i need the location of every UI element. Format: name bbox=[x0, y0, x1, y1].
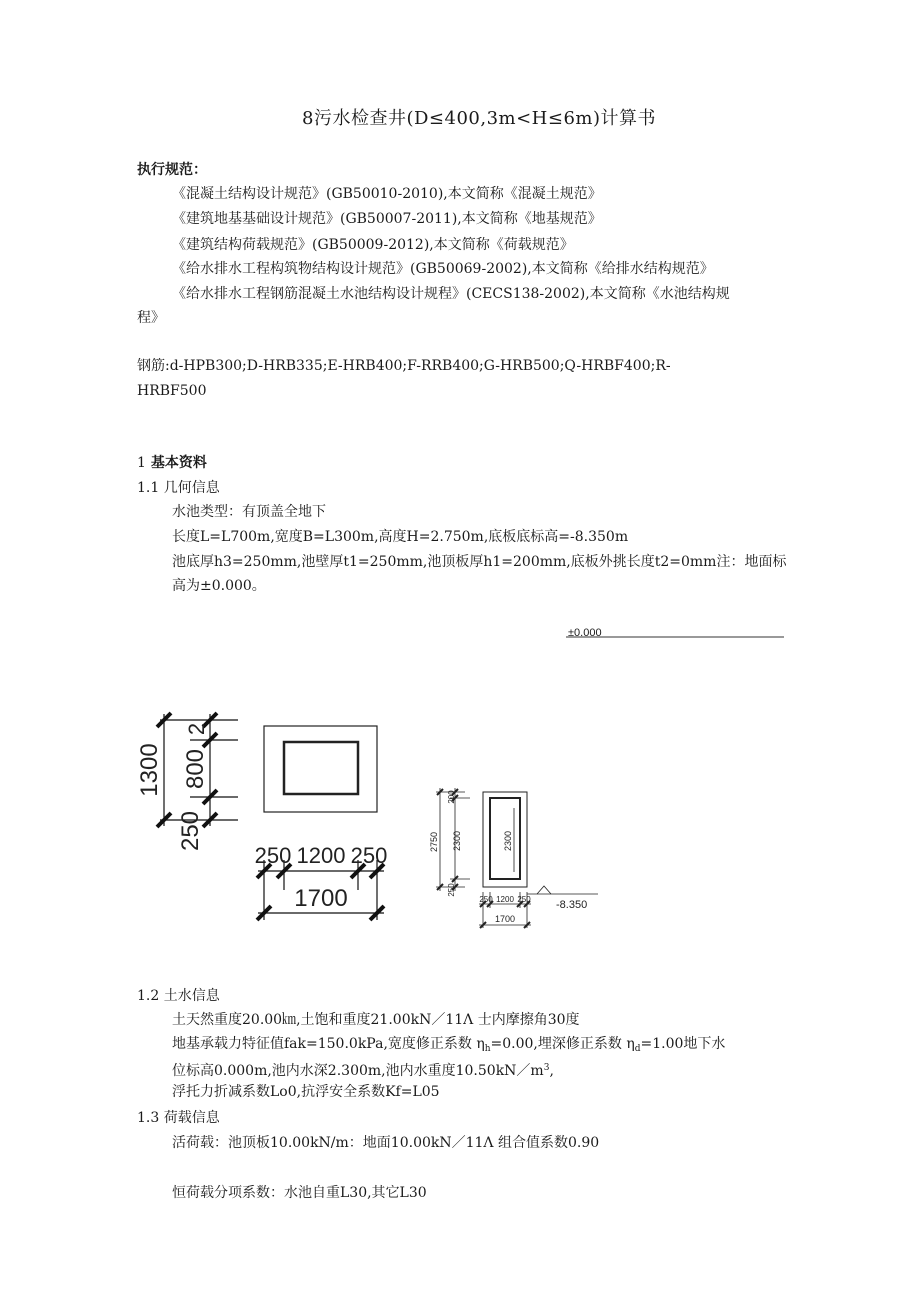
bearing-capacity: 地基承载力特征值fak=150.0kPa,宽度修正系数 $\eta_h=0.00$,埋深修正系数 $\eta_d=1.00$地下水 bbox=[172, 1036, 726, 1054]
dim-left-v-bottom: 250 bbox=[177, 810, 204, 852]
norm-item: 《给水排水工程构筑物结构设计规范》(GB50069-2002),本文简称《给排水结构规范》 bbox=[172, 261, 714, 277]
pool-dimensions: 长度L=L700m,宽度B=L300m,高度H=2.750m,底板底标高=-8.350m bbox=[172, 529, 629, 545]
dim-left-h-total: 1700 bbox=[294, 885, 348, 912]
live-load: 活荷载：池顶板10.00kN/m：地面10.00kN／11Λ 组合值系数0.90 bbox=[172, 1135, 600, 1151]
dim-right-h-left: 250 bbox=[479, 895, 493, 904]
dim-left-h-left: 250 bbox=[254, 843, 292, 868]
section-1-2-heading: 1.2 土水信息 bbox=[137, 988, 220, 1004]
wall-thickness-line-1: 池底厚h3=250mm,池壁厚t1=250mm,池顶板厚h1=200mm,底板外挑长度t2=0mm注：地面标 bbox=[172, 554, 787, 570]
buoyancy-factors: 浮托力折减系数Lo0,抗浮安全系数Kf=L05 bbox=[172, 1084, 440, 1100]
dim-left-h-right: 250 bbox=[350, 843, 388, 868]
norm-item: 《建筑地基基础设计规范》(GB50007-2011),本文简称《地基规范》 bbox=[172, 211, 602, 227]
dim-right-v-total: 2750 bbox=[429, 831, 439, 853]
section-1-1-heading: 1.1 几何信息 bbox=[137, 480, 220, 496]
pool-type: 水池类型：有顶盖全地下 bbox=[172, 504, 326, 520]
dim-right-v-bottom: 250 bbox=[447, 883, 456, 897]
section-1-title: 基本资料 bbox=[150, 455, 207, 471]
dim-right-v-inner: 2300 bbox=[452, 830, 462, 852]
dim-right-h-total: 1700 bbox=[494, 914, 516, 924]
ground-level-label: ±0.000 bbox=[568, 627, 602, 639]
section-elevation-label: -8.350 bbox=[556, 899, 588, 911]
plan-outer-wall bbox=[264, 726, 377, 812]
section-1-3-heading: 1.3 荷载信息 bbox=[137, 1110, 220, 1126]
dim-left-v-top: 2 bbox=[184, 722, 209, 736]
dim-right-inside-depth: 2300 bbox=[503, 830, 513, 852]
soil-weight: 土天然重度20.00㎞,土饱和重度21.00kN／11Λ 士内摩擦角30度 bbox=[172, 1012, 580, 1028]
groundwater-level: 位标高0.000m,池内水深2.300m,池内水重度$10.50kN/m^3$, bbox=[172, 1063, 554, 1079]
rebar-line-2: HRBF500 bbox=[137, 383, 207, 399]
dim-right-v-top: 200 bbox=[447, 790, 456, 804]
norms-heading: 执行规范： bbox=[137, 162, 207, 178]
rebar-line-1: 钢筋:d-HPB300;D-HRB335;E-HRB400;F-RRB400;G-HRB500;Q-HRBF400;R- bbox=[137, 358, 671, 374]
dim-left-h-mid: 1200 bbox=[296, 843, 346, 868]
norm-item: 《混凝土结构设计规范》(GB50010-2010),本文简称《混凝土规范》 bbox=[172, 186, 602, 202]
dim-right-h-right: 250 bbox=[517, 895, 531, 904]
dim-left-v-total: 1300 bbox=[136, 743, 163, 797]
norm-item-wrap: 程》 bbox=[137, 310, 165, 326]
plan-inner-opening bbox=[284, 742, 358, 794]
section-ground-line bbox=[527, 886, 598, 894]
wall-thickness-line-2: 高为±0.000。 bbox=[172, 578, 266, 594]
norm-item: 《给水排水工程钢筋混凝土水池结构设计规程》(CECS138-2002),本文简称《水池结构规 bbox=[172, 286, 730, 302]
dim-left-v-inner: 800 bbox=[182, 748, 209, 790]
dead-load-factor: 恒荷载分项系数：水池自重L30,其它L30 bbox=[172, 1185, 427, 1201]
dim-right-h-mid: 1200 bbox=[496, 895, 514, 904]
norm-item: 《建筑结构荷载规范》(GB50009-2012),本文简称《荷载规范》 bbox=[172, 237, 574, 253]
section-1-number: 1 bbox=[137, 455, 146, 471]
page-title: 8污水检查井(D≤400,3m<H≤6m)计算书 bbox=[302, 108, 656, 129]
